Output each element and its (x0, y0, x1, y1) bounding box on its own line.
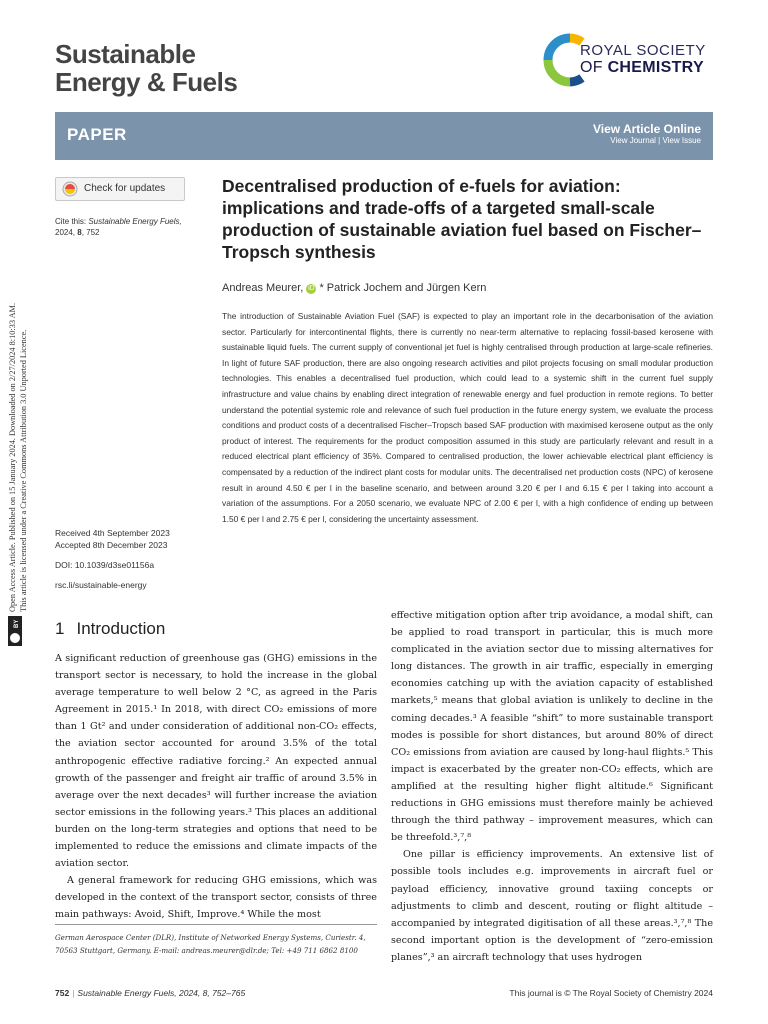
body-column-right (391, 607, 713, 966)
open-access-line1: Open Access Article. Published on 15 January 2024. Downloaded on 2/27/2024 8:10:33 AM. (8, 302, 17, 612)
body-column-left (55, 650, 377, 924)
journal-title-line1: Sustainable (55, 39, 196, 69)
section-heading (55, 619, 165, 639)
cc-by-badge-icon (8, 616, 22, 646)
publisher-line2-bold: CHEMISTRY (607, 59, 704, 76)
affiliation-footnote: German Aerospace Center (DLR), Institute of Networked Energy Systems, Curiestr. 4, 70563 Stuttgart, Germany. E-mail: andreas.meurer@dlr.de; Tel: +49 711 6862 8100 (55, 933, 366, 955)
open-access-notice (4, 180, 30, 650)
page-number: 752 (55, 988, 70, 998)
page-footer-left: 752 | Sustainable Energy Fuels, 2024, 8, 752–765 (55, 988, 246, 998)
check-for-updates-button[interactable] (55, 177, 185, 201)
section-title: Introduction (76, 619, 166, 638)
view-journal-issue-links[interactable]: View Journal | View Issue (610, 136, 701, 145)
journal-title (55, 40, 237, 96)
accepted-date: Accepted 8th December 2023 (55, 540, 168, 550)
cc-badge-text: BY (14, 619, 20, 628)
cite-this (55, 216, 205, 238)
check-updates-icon (62, 181, 78, 197)
authors (222, 282, 486, 294)
cite-label: Cite this: (55, 217, 89, 226)
view-article-online-link[interactable]: View Article Online (592, 122, 701, 136)
received-date: Received 4th September 2023 (55, 528, 170, 538)
publisher-line2 (580, 59, 706, 77)
cite-page: , 752 (81, 228, 100, 237)
paragraph: effective mitigation option after trip avoidance, a modal shift, can be applied to road transport in particular, this is much more complicated in the aviation sector due to missing alternatives for long distances. The growth in air traffic, especially in emerging economies catching up with the aviation capacity of established markets,⁵ means that global aviation is unlikely to decline in the coming decades.³ A feasible “shift” to more sustainable transport modes is possible for short distances, but around 80% of direct CO₂ emissions from aviation are caused by long-haul flights.⁵ This impact is exacerbated by the greater non-CO₂ effects, which are amplified at the resulting higher flight altitude.⁶ Significant reductions in GHG emissions must therefore mainly be achieved through the third pathway – improvement measures, which can be threefold.³,⁷,⁸ (391, 610, 713, 844)
copyright-notice: This journal is © The Royal Society of Chemistry 2024 (509, 988, 713, 998)
author-meurer[interactable]: Andreas Meurer, (222, 282, 304, 294)
article-type-banner (55, 112, 713, 160)
paragraph: A general framework for reducing GHG emissions, which was developed in the context of the transport sector, consists of three main pathways: Avoid, Shift, Improve.⁴ While the most (55, 875, 377, 921)
article-history (55, 527, 205, 591)
author-others: * Patrick Jochem and Jürgen Kern (316, 282, 487, 294)
publisher-line2-prefix: OF (580, 59, 608, 76)
publisher-name (580, 42, 706, 77)
section-number: 1 (55, 619, 65, 638)
abstract: The introduction of Sustainable Aviation Fuel (SAF) is expected to play an important role in the decarbonisation of the aviation sector. Particularly for intercontinental flights, there is currently no near-term alternative to replacing fossil-based kerosene with sustainable liquid fuels. The current supply of conventional jet fuel is highly centralised through production at large-scale refineries. In light of future SAF production, there are also ongoing research activities and pilot projects focusing on small modular production technologies. This enables a decentralised fuel production, which could lead to a systemic shift in the current fuel supply infrastructure and value chains by enabling direct integration of renewable energy and fuel production in remote regions. To better understand the potential systemic role and relevance of such fuel production in the future energy system, we evaluate the process conditions and product costs of a decentralised Fischer–Tropsch based SAF production with maximised kerosene output as the only product of interest. The requirements for the product composition assumed in this study are particularly relevant and result in a reduced electrical plant efficiency of 35%. Compared to centralised production, the lower achievable electrical plant efficiency is compensated by a reduction of the indirect plant costs for modular units. The decentralised net production costs (NPC) of kerosene result in around 4.50 € per l in the baseline scenario, and between around 3.20 € per l and 6.15 € per l taking into account a variation of the assumptions. For a 2050 scenario, we evaluate NPC of 2.00 € per l, with a high confidence of ending up between 1.50 € per l and 2.75 € per l, considering the uncertainty assessment. (222, 311, 713, 524)
article-title: Decentralised production of e-fuels for aviation: implications and trade-offs of a targeted small-scale production of sustainable aviation fuel based on Fischer–Tropsch synthesis (222, 176, 702, 262)
journal-url[interactable]: rsc.li/sustainable-energy (55, 580, 147, 590)
check-updates-label: Check for updates (84, 183, 166, 194)
paragraph: A significant reduction of greenhouse gas (GHG) emissions in the transport sector is necessary, to hold the increase in the global average temperature to well below 2 °C, as agreed in the Paris Agreement in 2015.¹ In 2018, with direct CO₂ emissions of more than 1 Gt² and under consideration of additional non-CO₂ effects, the aviation sector accounted for around 3.5% of the total anthropogenic effective radiative forcing.² An expected annual growth of the passenger and freight air traffic of around 3.5% in average over the next decades³ will further increase the aviation sector emissions in the following years.³ This places an additional burden on the long-term strategies and options that need to be implemented to reduce the emissions and climate impacts of the aviation sector. (55, 653, 377, 870)
open-access-line2: This article is licensed under a Creative Commons Attribution 3.0 Unported Licence. (19, 329, 28, 612)
article-type: PAPER (67, 125, 127, 144)
orcid-icon[interactable]: iD (308, 285, 315, 292)
view-links (593, 122, 701, 145)
cite-year: 2024, (55, 228, 78, 237)
journal-title-line2: Energy & Fuels (55, 67, 238, 97)
cite-journal: Sustainable Energy Fuels, (88, 217, 182, 226)
footer-citation: Sustainable Energy Fuels, 2024, 8, 752–765 (77, 988, 246, 998)
paragraph: One pillar is efficiency improvements. An extensive list of possible tools includes e.g. improvements in aircraft fuel or payload efficiency, innovative ground taxiing concepts or adjustments to climb and descent, routing or flight altitude – accompanied by integrated digitisation of all these areas.³,⁷,⁸ The second important option is the development of “zero-emission planes”,³ an aircraft technology that uses hydrogen (391, 849, 713, 963)
publisher-line1: ROYAL SOCIETY (580, 42, 706, 59)
doi[interactable]: DOI: 10.1039/d3se01156a (55, 560, 155, 570)
footnote-divider (55, 924, 377, 925)
cite-volume: 8 (77, 228, 82, 237)
